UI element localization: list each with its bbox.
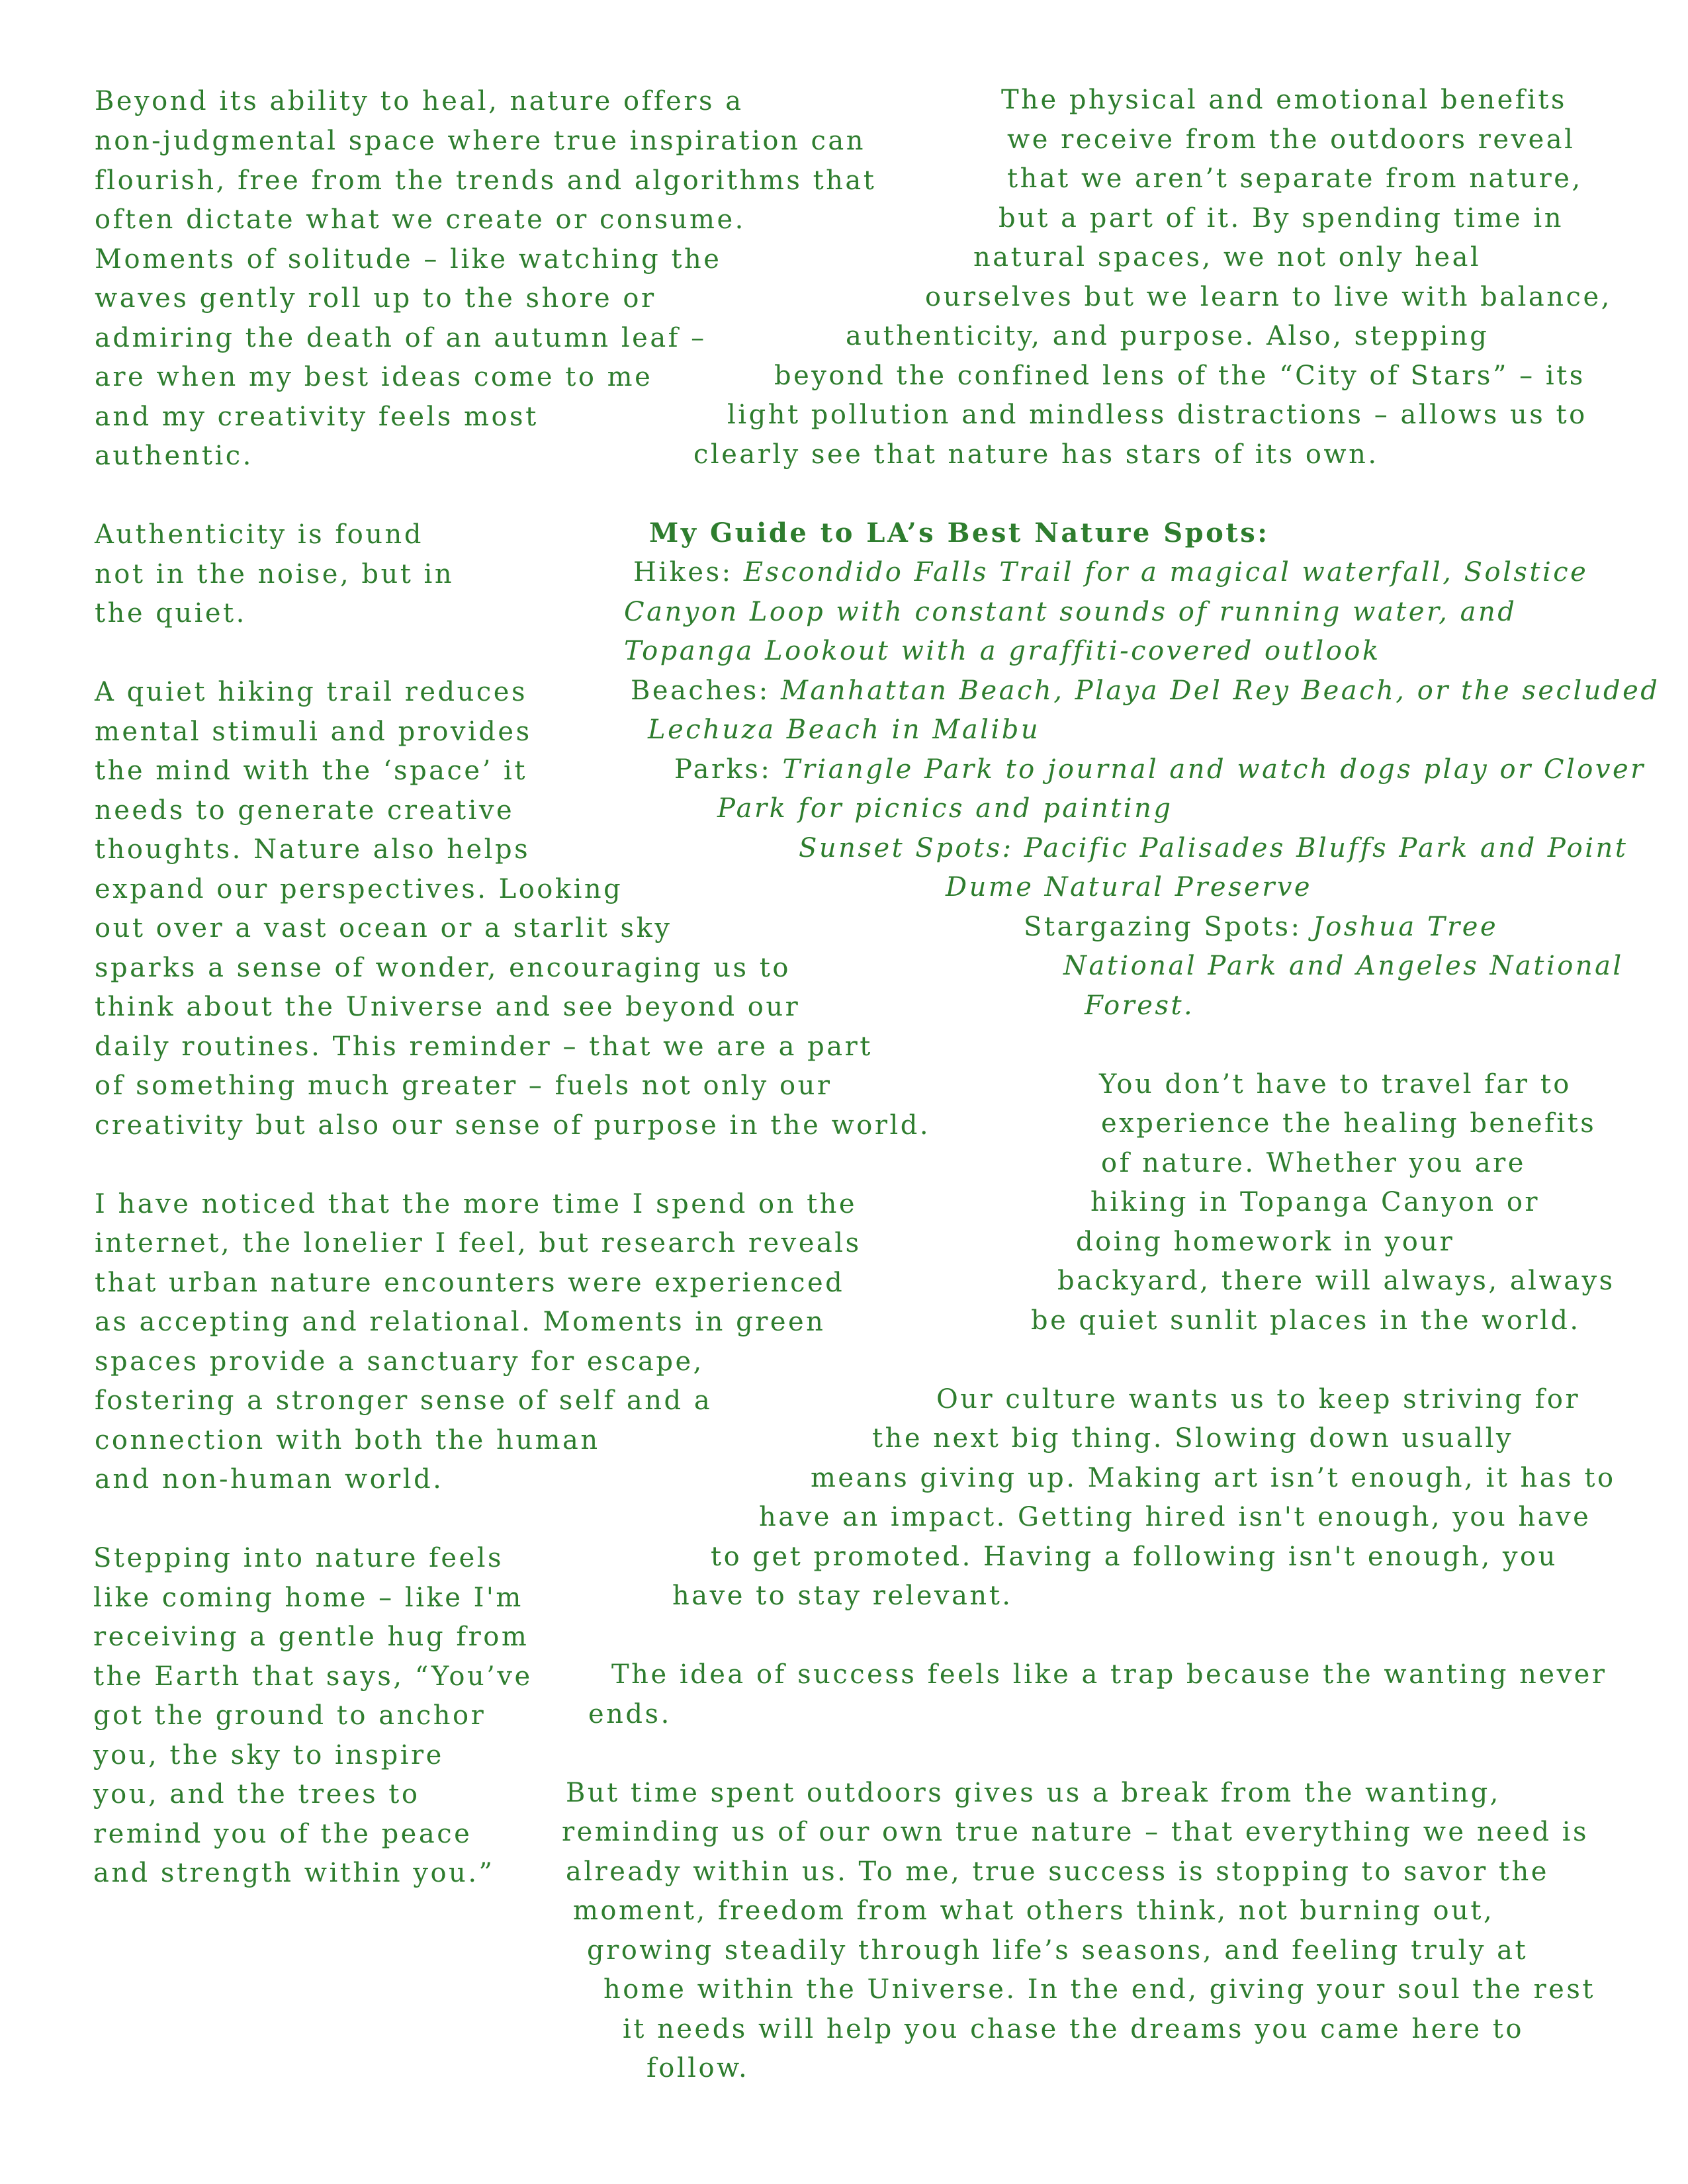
guide-hikes-line bbox=[633, 552, 1588, 592]
text-line: needs to generate creative bbox=[95, 795, 515, 826]
text-line: daily routines. This reminder – that we are a part bbox=[95, 1031, 873, 1062]
text-line: the next big thing. Slowing down usually bbox=[872, 1423, 1514, 1454]
text-line: mental stimuli and provides bbox=[95, 717, 532, 747]
text-line: follow. bbox=[646, 2053, 750, 2083]
text-line: You don’t have to travel far to bbox=[1099, 1069, 1572, 1100]
hikes-label: Hikes: bbox=[633, 557, 744, 588]
hikes-text: Escondido Falls Trail for a magical waterfall, Solstice bbox=[743, 557, 1589, 588]
text-line: The idea of success feels like a trap because the wanting never bbox=[611, 1659, 1607, 1690]
text-line: A quiet hiking trail reduces bbox=[95, 677, 527, 707]
text-line: have an impact. Getting hired isn't enough, you have bbox=[759, 1502, 1591, 1532]
text-line: spaces provide a sanctuary for escape, bbox=[95, 1346, 704, 1377]
guide-parks-line bbox=[674, 750, 1646, 789]
text-line: have to stay relevant. bbox=[672, 1581, 1013, 1611]
text-line: backyard, there will always, always bbox=[1057, 1266, 1615, 1296]
text-line: ourselves but we learn to live with balance, bbox=[925, 282, 1612, 312]
text-line: admiring the death of an autumn leaf – bbox=[95, 323, 707, 353]
text-line: are when my best ideas come to me bbox=[95, 362, 653, 392]
text-line: natural spaces, we not only heal bbox=[973, 242, 1482, 273]
text-line: be quiet sunlit places in the world. bbox=[1031, 1305, 1581, 1336]
text-line: remind you of the peace bbox=[93, 1819, 472, 1849]
text-line: creativity but also our sense of purpose in the world. bbox=[95, 1110, 931, 1141]
text-line: that we aren’t separate from nature, bbox=[1007, 163, 1583, 194]
text-line: the mind with the ‘space’ it bbox=[95, 756, 527, 786]
text-line: you, and the trees to bbox=[93, 1779, 420, 1810]
text-line: to get promoted. Having a following isn't enough, you bbox=[711, 1542, 1558, 1572]
guide-stargazing-line: Forest. bbox=[1085, 990, 1195, 1021]
text-line: authenticity, and purpose. Also, stepping bbox=[846, 321, 1489, 351]
text-line: The physical and emotional benefits bbox=[1001, 85, 1567, 115]
text-line: beyond the confined lens of the “City of Stars” – its bbox=[774, 361, 1585, 391]
text-line: as accepting and relational. Moments in green bbox=[95, 1307, 826, 1337]
text-line: sparks a sense of wonder, encouraging us to bbox=[95, 953, 791, 983]
guide-beaches-line bbox=[631, 671, 1660, 711]
guide-beaches-line: Lechuza Beach in Malibu bbox=[648, 715, 1041, 745]
guide-sunset-line: Dume Natural Preserve bbox=[946, 872, 1313, 902]
text-line: flourish, free from the trends and algorithms that bbox=[95, 165, 877, 196]
text-line: like coming home – like I'm bbox=[93, 1583, 523, 1613]
text-line: reminding us of our own true nature – that everything we need is bbox=[562, 1817, 1589, 1847]
text-line: Moments of solitude – like watching the bbox=[95, 244, 722, 275]
text-line: means giving up. Making art isn’t enough, it has to bbox=[811, 1463, 1616, 1493]
text-line: got the ground to anchor bbox=[93, 1700, 486, 1731]
text-line: and my creativity feels most bbox=[95, 402, 539, 432]
text-line: clearly see that nature has stars of its own. bbox=[693, 439, 1379, 470]
text-line: light pollution and mindless distractions – allows us to bbox=[727, 400, 1587, 430]
text-line: home within the Universe. In the end, giving your soul the rest bbox=[603, 1974, 1595, 2005]
guide-hikes-line: Topanga Lookout with a graffiti-covered outlook bbox=[624, 636, 1381, 666]
text-line: but a part of it. By spending time in bbox=[999, 203, 1564, 234]
text-line: hiking in Topanga Canyon or bbox=[1090, 1187, 1540, 1217]
text-line: think about the Universe and see beyond our bbox=[95, 992, 801, 1022]
text-line: non-judgmental space where true inspiration can bbox=[95, 126, 866, 156]
text-line: the quiet. bbox=[95, 598, 247, 629]
text-line: of nature. Whether you are bbox=[1101, 1148, 1526, 1178]
text-line: internet, the lonelier I feel, but research reveals bbox=[95, 1228, 862, 1258]
text-line: the Earth that says, “You’ve bbox=[93, 1661, 533, 1692]
text-line: receiving a gentle hug from bbox=[93, 1622, 529, 1652]
guide-hikes-line: Canyon Loop with constant sounds of running water, and bbox=[624, 597, 1517, 627]
text-line: it needs will help you chase the dreams you came here to bbox=[623, 2014, 1524, 2044]
text-line: connection with both the human bbox=[95, 1425, 600, 1456]
text-line: I have noticed that the more time I spend on the bbox=[95, 1189, 858, 1219]
beaches-text: Manhattan Beach, Playa Del Rey Beach, or the secluded bbox=[780, 676, 1660, 706]
guide-sunset-line: Sunset Spots: Pacific Palisades Bluffs Park and Point bbox=[799, 833, 1628, 863]
text-line: fostering a stronger sense of self and a bbox=[95, 1385, 713, 1416]
text-line: Beyond its ability to heal, nature offers a bbox=[95, 86, 744, 116]
text-line: Stepping into nature feels bbox=[93, 1543, 504, 1573]
text-line: Authenticity is found bbox=[95, 519, 423, 550]
text-line: you, the sky to inspire bbox=[93, 1740, 444, 1770]
text-line: of something much greater – fuels not only our bbox=[95, 1070, 832, 1101]
text-line: doing homework in your bbox=[1076, 1227, 1455, 1257]
text-line: growing steadily through life’s seasons, and feeling truly at bbox=[587, 1935, 1529, 1966]
text-line: expand our perspectives. Looking bbox=[95, 874, 623, 904]
parks-text: Triangle Park to journal and watch dogs play or Clover bbox=[782, 754, 1646, 785]
text-line: moment, freedom from what others think, not burning out, bbox=[573, 1896, 1495, 1926]
guide-stargazing-line: National Park and Angeles National bbox=[1063, 951, 1624, 981]
text-line: that urban nature encounters were experienced bbox=[95, 1268, 845, 1298]
text-line: Our culture wants us to keep striving for bbox=[936, 1384, 1581, 1415]
text-line: and strength within you.” bbox=[93, 1858, 495, 1888]
text-line: ends. bbox=[588, 1699, 672, 1729]
text-line: we receive from the outdoors reveal bbox=[1007, 124, 1576, 155]
text-line: But time spent outdoors gives us a break from the wanting, bbox=[566, 1778, 1501, 1808]
text-line: waves gently roll up to the shore or bbox=[95, 283, 656, 314]
stargazing-text: Joshua Tree bbox=[1312, 912, 1499, 942]
text-line: experience the healing benefits bbox=[1101, 1108, 1597, 1139]
beaches-label: Beaches: bbox=[631, 676, 781, 706]
guide-stargazing-line bbox=[1024, 907, 1498, 947]
text-line: thoughts. Nature also helps bbox=[95, 834, 531, 865]
parks-label: Parks: bbox=[674, 754, 783, 785]
text-line: out over a vast ocean or a starlit sky bbox=[95, 913, 672, 943]
guide-heading: My Guide to LA’s Best Nature Spots: bbox=[649, 517, 1270, 548]
guide-parks-line: Park for picnics and painting bbox=[717, 793, 1173, 824]
text-line: often dictate what we create or consume. bbox=[95, 204, 746, 235]
text-line: not in the noise, but in bbox=[95, 559, 455, 590]
text-line: authentic. bbox=[95, 441, 253, 471]
text-line: already within us. To me, true success is stopping to savor the bbox=[566, 1856, 1549, 1887]
text-line: and non-human world. bbox=[95, 1464, 444, 1495]
stargazing-label: Stargazing Spots: bbox=[1024, 912, 1313, 942]
